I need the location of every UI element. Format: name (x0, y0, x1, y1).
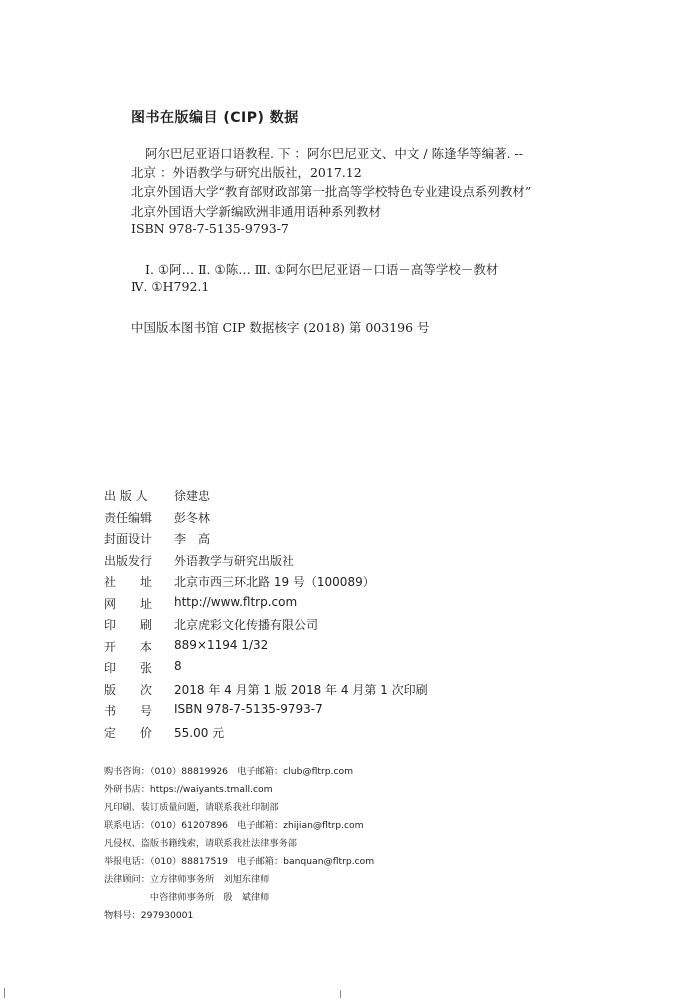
publication-label: 封面设计 (104, 532, 153, 546)
publication-value: 2018 年 4 月第 1 版 2018 年 4 月第 1 次印刷 (174, 683, 428, 697)
contact-line: 凡印刷、装订质量问题，请联系我社印制部 (104, 802, 279, 813)
publication-value: ISBN 978-7-5135-9793-7 (174, 702, 323, 716)
publication-label: 印 刷 (104, 618, 153, 632)
crop-mark (676, 988, 685, 998)
publication-row (104, 552, 294, 569)
contact-line: 物料号：297930001 (104, 910, 194, 921)
publication-value: 北京市西三环北路 19 号（100089） (174, 575, 375, 589)
publication-value: 李 高 (174, 532, 211, 546)
publication-value: 彭冬林 (174, 511, 211, 525)
publication-value: 55.00 元 (174, 726, 225, 740)
contact-line: 购书咨询：（010）88819926 电子邮箱：club@fltrp.com (104, 766, 354, 777)
contact-line: 中咨律师事务所 殷 斌律师 (104, 892, 270, 903)
crop-mark (4, 988, 15, 998)
publication-label: 版 次 (104, 683, 153, 697)
publication-label: 出版发行 (104, 554, 153, 568)
publication-value: 8 (174, 659, 182, 673)
publication-row (104, 509, 210, 526)
publication-label: 网 址 (104, 597, 153, 611)
publication-row (104, 487, 210, 504)
publication-value: 889×1194 1/32 (174, 638, 269, 652)
publication-row (104, 573, 375, 590)
publication-value: http://www.fltrp.com (174, 595, 298, 609)
contact-line: 外研书店：https://waiyants.tmall.com (104, 784, 273, 795)
publication-row (104, 681, 428, 698)
publication-label: 责任编辑 (104, 511, 153, 525)
cip-line: ISBN 978-7-5135-9793-7 (131, 221, 289, 236)
cip-line: 阿尔巴尼亚语口语教程. 下 ：阿尔巴尼亚文、中文 / 陈逢华等编著. -- (145, 146, 523, 161)
contact-line: 法律顾问：立方律师事务所 刘旭东律师 (104, 874, 270, 885)
contact-line: 联系电话：（010）61207896 电子邮箱：zhijian@fltrp.com (104, 820, 364, 831)
publication-value: 徐建忠 (174, 489, 211, 503)
classification-line: Ⅰ. ①阿… Ⅱ. ①陈… Ⅲ. ①阿尔巴尼亚语－口语－高等学校－教材 (145, 262, 499, 277)
publication-label: 印 张 (104, 661, 153, 675)
cip-line: 北京 ：外语教学与研究出版社，2017.12 (131, 165, 362, 180)
contact-line: 举报电话：（010）88817519 电子邮箱：banquan@fltrp.com (104, 856, 375, 867)
publication-row (104, 616, 318, 633)
publication-row (104, 638, 268, 655)
cip-number: 中国版本图书馆 CIP 数据核字 (2018) 第 003196 号 (131, 320, 430, 335)
publication-row (104, 530, 210, 547)
publication-row (104, 595, 297, 612)
publication-value: 外语教学与研究出版社 (174, 554, 295, 568)
classification-line: Ⅳ. ①H792.1 (131, 279, 210, 294)
publication-row (104, 702, 323, 719)
publication-row (104, 724, 224, 741)
cip-line: 北京外国语大学“教育部财政部第一批高等学校特色专业建设点系列教材” (131, 184, 532, 199)
contact-line: 凡侵权、盗版书籍线索，请联系我社法律事务部 (104, 838, 297, 849)
publication-label: 社 址 (104, 575, 153, 589)
cip-heading: 图书在版编目 (CIP) 数据 (131, 110, 299, 126)
publication-label: 出 版 人 (104, 489, 148, 503)
crop-mark (340, 990, 351, 998)
cip-line: 北京外国语大学新编欧洲非通用语种系列教材 (131, 204, 382, 219)
publication-label: 定 价 (104, 726, 153, 740)
publication-label: 开 本 (104, 640, 153, 654)
publication-label: 书 号 (104, 704, 153, 718)
publication-row (104, 659, 182, 676)
publication-value: 北京虎彩文化传播有限公司 (174, 618, 319, 632)
